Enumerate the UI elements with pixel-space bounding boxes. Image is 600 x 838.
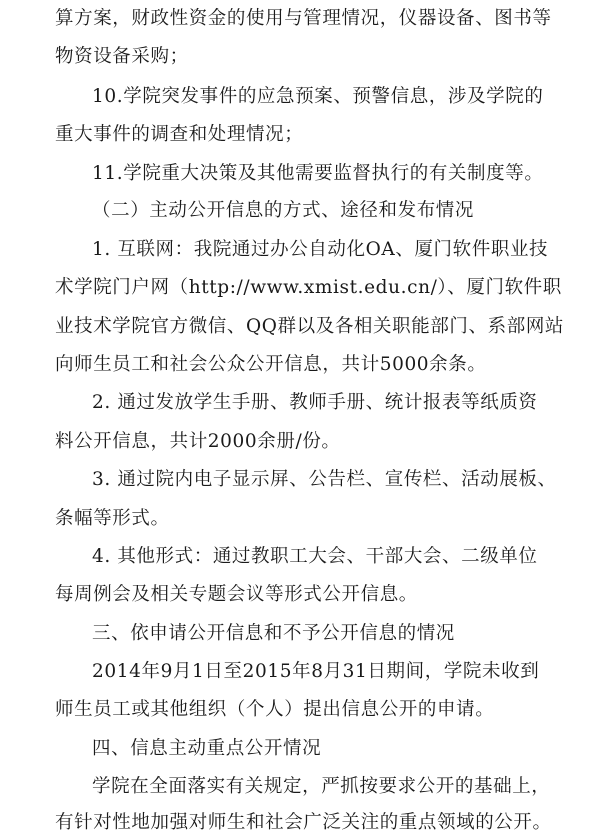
text-line: 学院在全面落实有关规定，严抓按要求公开的基础上， <box>92 776 551 797</box>
text-line: 1. 互联网：我院通过办公自动化OA、厦门软件职业技 <box>92 239 549 260</box>
text-line: 算方案，财政性资金的使用与管理情况，仪器设备、图书等 <box>55 8 552 29</box>
text-line: 2. 通过发放学生手册、教师手册、统计报表等纸质资 <box>92 392 538 413</box>
section-heading: 三、依申请公开信息和不予公开信息的情况 <box>92 623 455 644</box>
text-line: 物资设备采购； <box>55 46 189 67</box>
section-heading: 四、信息主动重点公开情况 <box>92 738 322 759</box>
text-line: 料公开信息，共计2000余册/份。 <box>55 431 341 452</box>
text-line: 有针对性地加强对师生和社会广泛关注的重点领域的公开。 <box>55 812 552 833</box>
text-line: 向师生员工和社会公众公开信息，共计5000余条。 <box>55 354 487 375</box>
text-line: 4. 其他形式：通过教职工大会、干部大会、二级单位 <box>92 546 538 567</box>
text-line: 重大事件的调查和处理情况； <box>55 124 304 145</box>
text-line: 2014年9月1日至2015年8月31日期间，学院未收到 <box>92 661 540 682</box>
text-line: 3. 通过院内电子显示屏、公告栏、宣传栏、活动展板、 <box>92 469 557 490</box>
text-line: 术学院门户网（http://www.xmist.edu.cn/）、厦门软件职 <box>55 277 562 298</box>
section-heading: （二）主动公开信息的方式、途径和发布情况 <box>92 200 475 221</box>
text-line: 条幅等形式。 <box>55 508 170 529</box>
text-line: 师生员工或其他组织（个人）提出信息公开的申请。 <box>55 699 495 720</box>
text-line: 每周例会及相关专题会议等形式公开信息。 <box>55 584 418 605</box>
text-line: 11.学院重大决策及其他需要监督执行的有关制度等。 <box>92 163 544 184</box>
text-line: 业技术学院官方微信、QQ群以及各相关职能部门、系部网站 <box>55 316 565 337</box>
text-line: 10.学院突发事件的应急预案、预警信息，涉及学院的 <box>92 86 544 107</box>
